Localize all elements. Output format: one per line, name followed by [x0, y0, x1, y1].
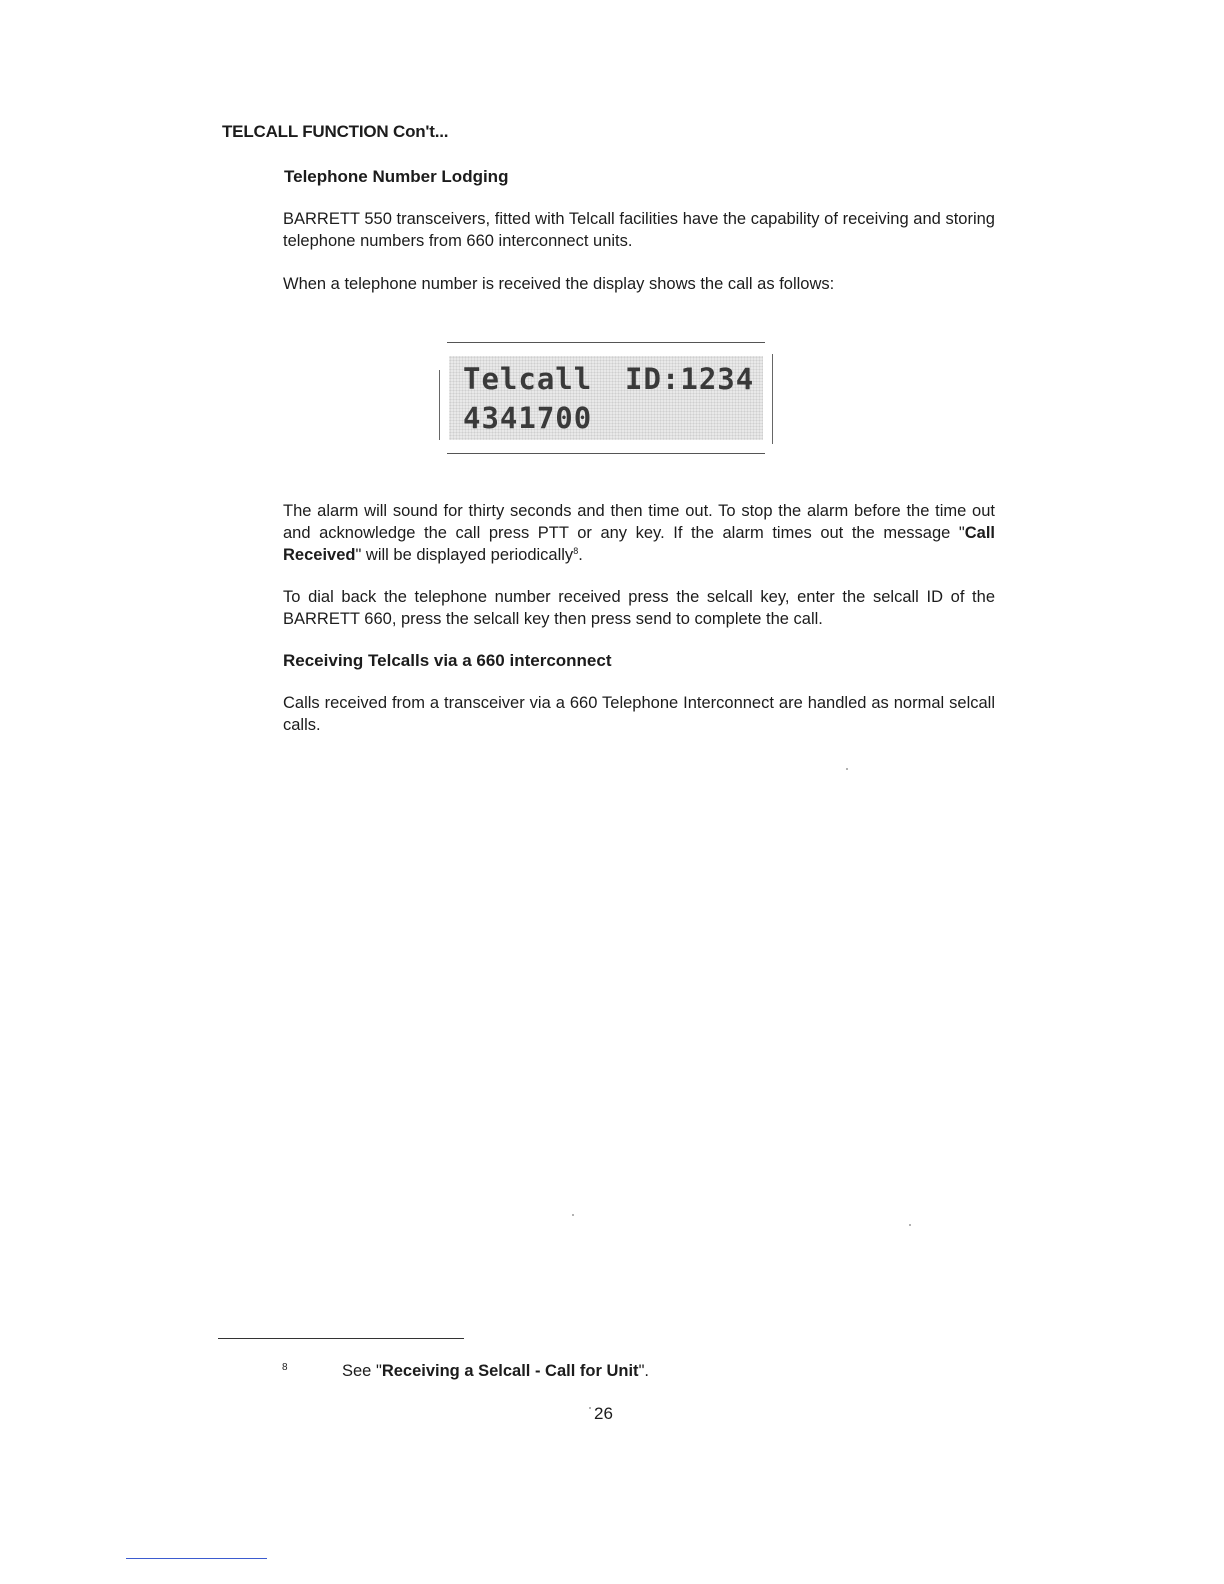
lcd-line1-label: Telcall [463, 362, 593, 396]
paragraph-dial-back: To dial back the telephone number received press the selcall key, enter the selcall ID of the BARRETT 660, press the selcall key then press send to complete the call. [283, 588, 995, 628]
scan-speck [909, 1224, 911, 1226]
footnote-rule [218, 1338, 464, 1339]
lcd-border-right [772, 354, 773, 444]
alarm-text-after: " will be displayed periodically [355, 546, 574, 564]
footnote-suffix: ". [638, 1362, 650, 1380]
lcd-line1-id: ID:1234 [625, 362, 755, 396]
scan-speck [589, 1407, 591, 1409]
lcd-screen [449, 356, 763, 440]
paragraph-alarm [283, 500, 995, 566]
footnote-bold: Receiving a Selcall - Call for Unit [381, 1362, 639, 1380]
paragraph-capability: BARRETT 550 transceivers, fitted with Telcall facilities have the capability of receiving and storing telephone numbers from 660 interconnect units. [283, 210, 995, 250]
alarm-text: The alarm will sound for thirty seconds and then time out. To stop the alarm before the time out and acknowledge the call press PTT or any key. If the alarm times out the message " [283, 502, 995, 542]
paragraph-display-intro: When a telephone number is received the display shows the call as follows: [283, 275, 835, 293]
section-heading-telephone-number-lodging: Telephone Number Lodging [284, 167, 509, 186]
lcd-line2-number: 4341700 [463, 401, 593, 435]
footnote-prefix: See " [342, 1362, 382, 1380]
footnote-text [342, 1362, 649, 1381]
page-number: 26 [594, 1404, 613, 1423]
section-heading-receiving-telcalls: Receiving Telcalls via a 660 interconnect [283, 651, 612, 670]
lcd-border-bottom [447, 453, 765, 454]
lcd-border-left [439, 370, 440, 440]
call-received-message: Call Received [283, 524, 995, 564]
paragraph-receiving-telcalls: Calls received from a transceiver via a 660 Telephone Interconnect are handled as normal selcall calls. [283, 694, 995, 734]
lcd-display [439, 342, 773, 454]
lcd-border-top [447, 342, 765, 343]
footnote-number: 8 [282, 1362, 288, 1373]
scan-speck [846, 768, 848, 770]
bottom-link-line [126, 1558, 267, 1559]
footnote-reference: 8 [573, 546, 579, 556]
scan-speck [572, 1214, 574, 1216]
page-heading: TELCALL FUNCTION Con't... [222, 122, 449, 141]
alarm-text-end: . [578, 546, 583, 564]
